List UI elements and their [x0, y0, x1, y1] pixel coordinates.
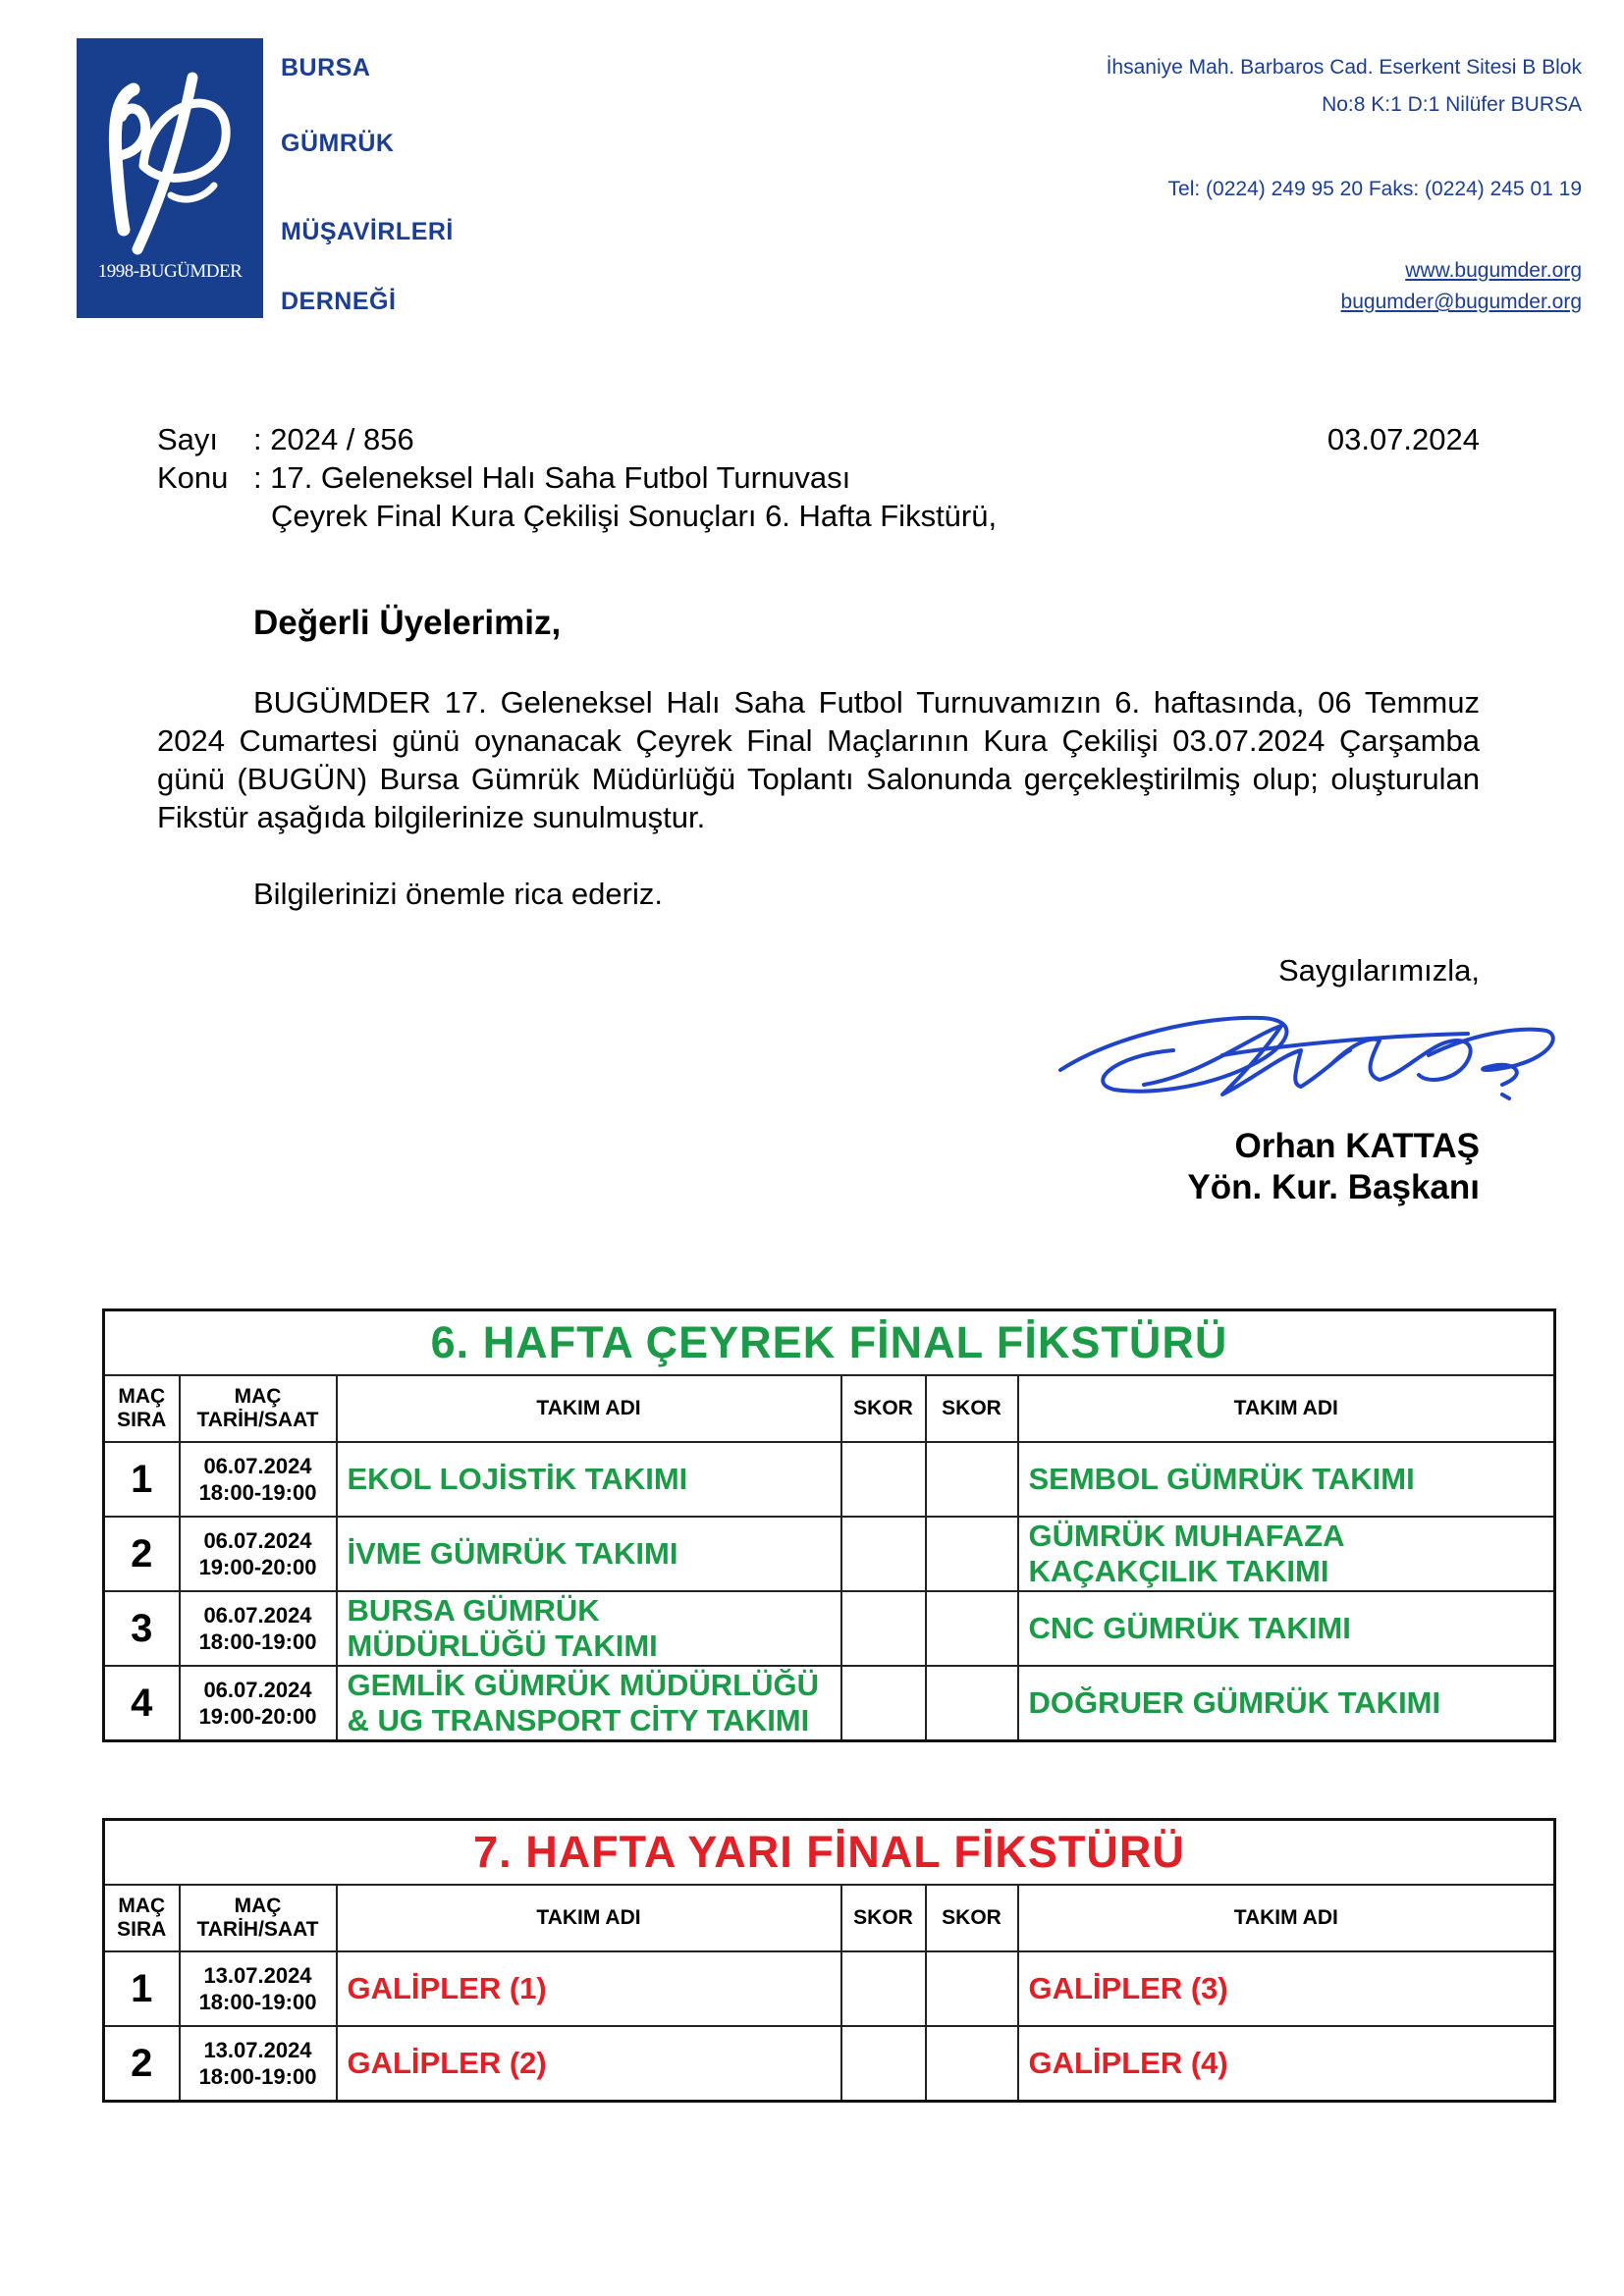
col-header-mac-tarih: MAÇ TARİH/SAAT [180, 1375, 337, 1442]
konu-value-line-1: : 17. Geleneksel Halı Saha Futbol Turnuvası [253, 460, 851, 495]
match-number: 4 [104, 1666, 180, 1741]
home-team-name-line: GALİPLER (2) [347, 2046, 547, 2080]
match-number: 1 [104, 1951, 180, 2026]
home-score-cell [841, 1951, 926, 2026]
away-team-name-line: CNC GÜMRÜK TAKIMI [1028, 1611, 1351, 1645]
match-date: 06.07.2024 [203, 1454, 312, 1478]
col-header-mac-sira: MAÇ SIRA [104, 1885, 180, 1951]
match-time: 19:00-20:00 [198, 1555, 317, 1579]
association-logo [77, 38, 263, 318]
match-time: 18:00-19:00 [198, 1629, 317, 1654]
away-score-cell [926, 1951, 1018, 2026]
col-header-away-team: TAKIM ADI [1018, 1885, 1555, 1951]
match-datetime [180, 1517, 337, 1591]
match-time: 18:00-19:00 [198, 1480, 317, 1505]
away-score-cell [926, 1591, 1018, 1666]
org-name-line-1: BURSA [281, 54, 371, 81]
col-header-home-team: TAKIM ADI [337, 1375, 841, 1442]
away-score-cell [926, 1442, 1018, 1517]
away-team [1018, 1666, 1555, 1741]
match-date: 13.07.2024 [203, 2038, 312, 2062]
match-date: 06.07.2024 [203, 1603, 312, 1628]
greeting: Değerli Üyelerimiz, [253, 604, 562, 642]
logo-caption: 1998-BUGÜMDER [97, 261, 243, 282]
match-row [104, 1517, 1555, 1591]
away-team [1018, 1442, 1555, 1517]
away-score-cell [926, 1517, 1018, 1591]
home-team-name-line: EKOL LOJİSTİK TAKIMI [347, 1462, 688, 1496]
regards: Saygılarımızla, [1277, 953, 1480, 988]
semi-final-fixture-table [102, 1818, 1556, 2103]
away-team [1018, 1517, 1555, 1591]
home-team [337, 2026, 841, 2102]
col-header-mac-sira: MAÇ SIRA [104, 1375, 180, 1442]
match-date: 06.07.2024 [203, 1678, 312, 1702]
away-team-name-line: GALİPLER (3) [1028, 1971, 1228, 2005]
away-score-cell [926, 1666, 1018, 1741]
match-row [104, 1591, 1555, 1666]
home-score-cell [841, 2026, 926, 2102]
col-header-home-score: SKOR [841, 1885, 926, 1951]
away-team [1018, 2026, 1555, 2102]
home-team [337, 1666, 841, 1741]
col-header-away-score: SKOR [926, 1375, 1018, 1442]
match-number: 1 [104, 1442, 180, 1517]
match-time: 18:00-19:00 [198, 2064, 317, 2089]
phone-fax: Tel: (0224) 249 95 20 Faks: (0224) 245 01 19 [1167, 178, 1582, 200]
away-team [1018, 1591, 1555, 1666]
col-header-home-team: TAKIM ADI [337, 1885, 841, 1951]
match-number: 3 [104, 1591, 180, 1666]
col-header-home-score: SKOR [841, 1375, 926, 1442]
fixture-title: 7. HAFTA YARI FİNAL FİKSTÜRÜ [104, 1820, 1555, 1886]
match-datetime [180, 1442, 337, 1517]
home-team-name-line: MÜDÜRLÜĞÜ TAKIMI [347, 1629, 658, 1663]
fixture-title: 6. HAFTA ÇEYREK FİNAL FİKSTÜRÜ [104, 1310, 1555, 1376]
org-name-line-2: GÜMRÜK [281, 130, 395, 157]
home-team [337, 1591, 841, 1666]
away-team-name-line: GALİPLER (4) [1028, 2046, 1228, 2080]
email-link[interactable]: bugumder@bugumder.org [1340, 291, 1582, 313]
match-time: 19:00-20:00 [198, 1704, 317, 1729]
match-date: 13.07.2024 [203, 1963, 312, 1988]
match-row [104, 1951, 1555, 2026]
match-datetime [180, 1666, 337, 1741]
match-date: 06.07.2024 [203, 1528, 312, 1553]
match-time: 18:00-19:00 [198, 1990, 317, 2014]
sayi-value: : 2024 / 856 [253, 422, 414, 456]
org-name-line-4: DERNEĞİ [281, 288, 397, 315]
home-team [337, 1517, 841, 1591]
website-link[interactable]: www.bugumder.org [1405, 259, 1582, 282]
match-number: 2 [104, 2026, 180, 2102]
letter-date: 03.07.2024 [1326, 422, 1480, 456]
col-header-mac-tarih: MAÇ TARİH/SAAT [180, 1885, 337, 1951]
home-score-cell [841, 1591, 926, 1666]
home-team [337, 1442, 841, 1517]
match-row [104, 1666, 1555, 1741]
away-team-name-line: KAÇAKÇILIK TAKIMI [1028, 1554, 1329, 1588]
home-team-name-line: GALİPLER (1) [347, 1971, 547, 2005]
home-team-name-line: & UG TRANSPORT CİTY TAKIMI [347, 1703, 810, 1737]
col-header-away-score: SKOR [926, 1885, 1018, 1951]
body-text: BUGÜMDER 17. Geleneksel Halı Saha Futbol Turnuvamızın 6. haftasında, 06 Temmuz 2024 Cumartesi günü oynanacak Çeyrek Final Maçlarının Kura Çekilişi 03.07.2024 Çarşamba günü (BUGÜN) Bursa Gümrük Müdürlüğü Toplantı Salonunda gerçekleştirilmiş olup; oluşturulan Fikstür aşağıda bilgilerinize sunulmuştur. [157, 685, 1480, 834]
match-datetime [180, 1951, 337, 2026]
body-paragraph [157, 683, 1480, 836]
away-team-name-line: DOĞRUER GÜMRÜK TAKIMI [1028, 1685, 1441, 1720]
org-name-line-3: MÜŞAVİRLERİ [281, 218, 454, 245]
sayi-label: Sayı [157, 422, 219, 456]
home-score-cell [841, 1442, 926, 1517]
address-line-2: No:8 K:1 D:1 Nilüfer BURSA [1322, 93, 1582, 116]
match-row [104, 1442, 1555, 1517]
match-datetime [180, 2026, 337, 2102]
signer-name: Orhan KATTAŞ [1234, 1127, 1480, 1165]
match-number: 2 [104, 1517, 180, 1591]
home-team-name-line: GEMLİK GÜMRÜK MÜDÜRLÜĞÜ [347, 1668, 819, 1702]
signature-image [1056, 996, 1566, 1114]
home-team-name-line: İVME GÜMRÜK TAKIMI [347, 1536, 678, 1571]
home-score-cell [841, 1517, 926, 1591]
away-score-cell [926, 2026, 1018, 2102]
col-header-away-team: TAKIM ADI [1018, 1375, 1555, 1442]
konu-label: Konu [157, 460, 229, 495]
home-team [337, 1951, 841, 2026]
match-datetime [180, 1591, 337, 1666]
home-score-cell [841, 1666, 926, 1741]
konu-value-line-2: Çeyrek Final Kura Çekilişi Sonuçları 6. Hafta Fikstürü, [271, 499, 998, 533]
closing-line: Bilgilerinizi önemle rica ederiz. [253, 877, 663, 911]
away-team [1018, 1951, 1555, 2026]
home-team-name-line: BURSA GÜMRÜK [347, 1593, 600, 1628]
match-row [104, 2026, 1555, 2102]
address-line-1: İhsaniye Mah. Barbaros Cad. Eserkent Sitesi B Blok [1106, 56, 1582, 79]
away-team-name-line: SEMBOL GÜMRÜK TAKIMI [1028, 1462, 1415, 1496]
signer-title: Yön. Kur. Başkanı [1187, 1168, 1480, 1206]
quarter-final-fixture-table [102, 1308, 1556, 1742]
away-team-name-line: GÜMRÜK MUHAFAZA [1028, 1519, 1345, 1553]
